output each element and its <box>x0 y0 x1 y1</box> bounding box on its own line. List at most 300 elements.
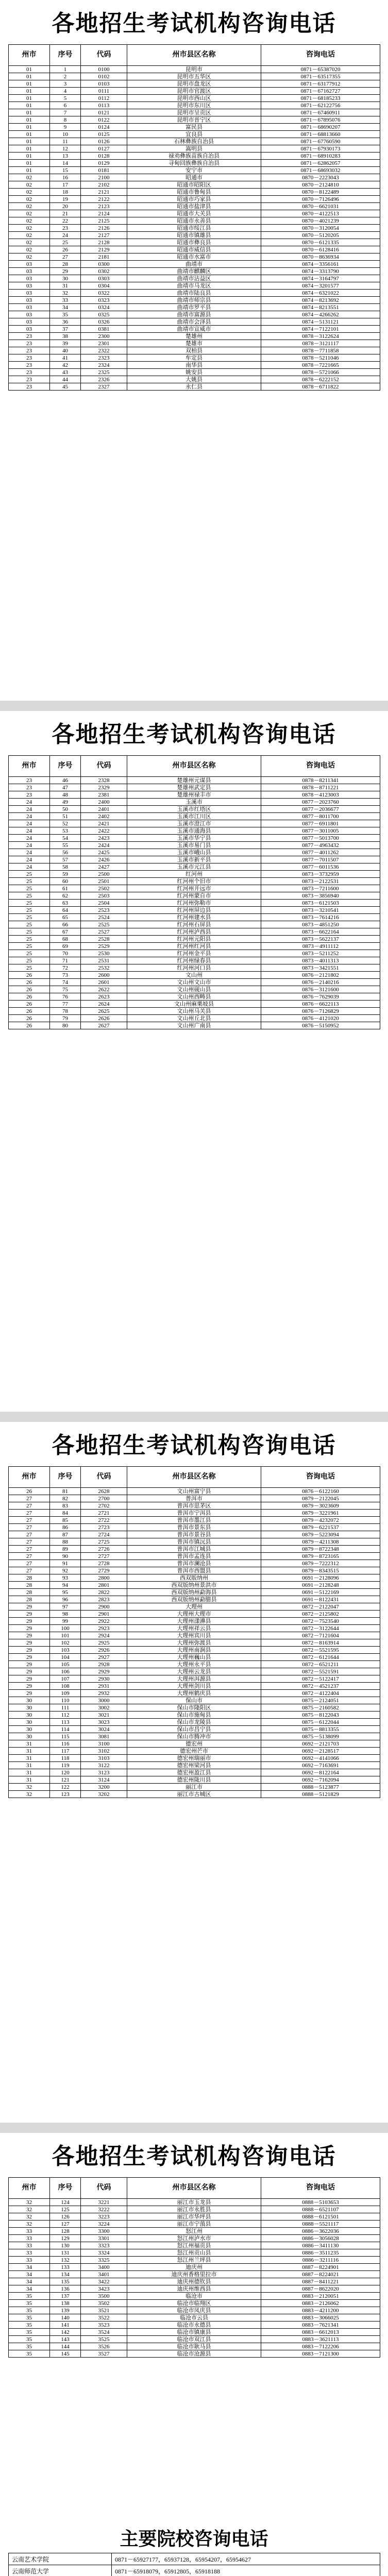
cell-name: 丽江市玉龙县 <box>127 2199 261 2206</box>
table-row <box>9 2235 380 2242</box>
cell-code: 2401 <box>81 806 127 813</box>
cell-name: 文山州 <box>127 972 261 979</box>
cell-index: 55 <box>50 842 81 849</box>
cell-index: 46 <box>50 777 81 784</box>
cell-name: 玉溪市华宁县 <box>127 835 261 842</box>
cell-name: 丽江市古城区 <box>127 1791 261 1798</box>
cell-city: 27 <box>9 1510 50 1517</box>
table-row <box>9 116 380 124</box>
cell-code: 0300 <box>81 261 127 268</box>
table-row <box>9 1574 380 1582</box>
table-row <box>9 950 380 957</box>
cell-city: 23 <box>9 791 50 799</box>
table-row <box>9 1762 380 1769</box>
cell-code: 2725 <box>81 1538 127 1546</box>
cell-code: 3301 <box>81 2235 127 2242</box>
header-city: 州市 <box>9 756 50 777</box>
cell-code: 2328 <box>81 777 127 784</box>
cell-city: 31 <box>9 1748 50 1755</box>
cell-name: 西双版纳州勐腊县 <box>127 1596 261 1603</box>
cell-phone: 0871－62122756 <box>261 102 380 109</box>
cell-phone: 0875－5138099 <box>261 1733 380 1740</box>
cell-phone: 0692－8122164 <box>261 1769 380 1776</box>
cell-code: 0122 <box>81 116 127 124</box>
cell-code: 0381 <box>81 326 127 333</box>
table-body <box>9 66 380 391</box>
cell-name: 昭通市巧家县 <box>127 196 261 203</box>
cell-city: 29 <box>9 1611 50 1618</box>
cell-index: 116 <box>50 1740 81 1748</box>
cell-phone: 0870－4021239 <box>261 217 380 225</box>
cell-name: 大理州宾川县 <box>127 1632 261 1639</box>
cell-code: 2502 <box>81 885 127 892</box>
cell-city: 03 <box>9 275 50 282</box>
cell-index: 62 <box>50 892 81 900</box>
cell-city: 29 <box>9 1661 50 1668</box>
header-index: 序号 <box>50 2178 81 2199</box>
cell-city: 26 <box>9 972 50 979</box>
schools-section-title: 主要院校咨询电话 <box>120 2529 268 2549</box>
table-row <box>9 1546 380 1553</box>
cell-name: 红河州泸西县 <box>127 928 261 936</box>
cell-phone: 0873－7211600 <box>261 885 380 892</box>
table-row <box>9 203 380 210</box>
cell-name: 临沧市双江县 <box>127 2336 261 2343</box>
cell-name: 怒江州福贡县 <box>127 2242 261 2249</box>
cell-city: 02 <box>9 253 50 261</box>
cell-code: 2530 <box>81 950 127 957</box>
cell-code: 2822 <box>81 1589 127 1596</box>
school-row <box>9 2553 380 2565</box>
table-row <box>9 2314 380 2321</box>
cell-index: 39 <box>50 340 81 347</box>
table-row <box>9 1517 380 1524</box>
cell-phone: 0877－6911801 <box>261 820 380 827</box>
cell-code: 2523 <box>81 907 127 914</box>
cell-city: 01 <box>9 66 50 73</box>
cell-phone: 0886－3411130 <box>261 2242 380 2249</box>
cell-index: 50 <box>50 806 81 813</box>
cell-index: 76 <box>50 993 81 1001</box>
cell-index: 133 <box>50 2264 81 2271</box>
header-phone: 咨询电话 <box>261 1467 380 1488</box>
cell-city: 32 <box>9 2221 50 2228</box>
cell-name: 昆明市晋宁区 <box>127 116 261 124</box>
cell-name: 普洱市宁洱县 <box>127 1510 261 1517</box>
cell-code: 2329 <box>81 784 127 791</box>
cell-city: 25 <box>9 928 50 936</box>
table-row <box>9 66 380 73</box>
cell-phone: 0873－3732959 <box>261 871 380 878</box>
cell-city: 25 <box>9 957 50 964</box>
cell-code: 2422 <box>81 827 127 835</box>
cell-city: 30 <box>9 1733 50 1740</box>
cell-index: 88 <box>50 1538 81 1546</box>
cell-index: 139 <box>50 2307 81 2314</box>
cell-phone: 0879－4232072 <box>261 1517 380 1524</box>
cell-code: 3521 <box>81 2307 127 2314</box>
cell-name: 昭通市鲁甸县 <box>127 189 261 196</box>
cell-code: 2500 <box>81 871 127 878</box>
cell-name: 牟定县 <box>127 354 261 362</box>
cell-name: 文山州砚山县 <box>127 986 261 993</box>
cell-city: 30 <box>9 1719 50 1726</box>
table-row <box>9 892 380 900</box>
cell-phone: 0883－2120051 <box>261 2293 380 2300</box>
page-1 <box>0 0 388 701</box>
cell-name: 南华县 <box>127 362 261 369</box>
cell-city: 03 <box>9 282 50 290</box>
cell-phone: 0876－2140216 <box>261 979 380 986</box>
cell-city: 29 <box>9 1639 50 1647</box>
header-name: 州市县区名称 <box>127 45 261 66</box>
cell-name: 昆明市东川区 <box>127 102 261 109</box>
table-row <box>9 376 380 383</box>
cell-name: 文山州广南县 <box>127 1022 261 1029</box>
cell-index: 85 <box>50 1517 81 1524</box>
cell-city: 31 <box>9 1769 50 1776</box>
cell-name: 玉溪市红塔区 <box>127 806 261 813</box>
table-row <box>9 1022 380 1029</box>
cell-phone: 0888－6121501 <box>261 2213 380 2221</box>
cell-code: 0324 <box>81 304 127 311</box>
cell-phone: 0871－63517355 <box>261 73 380 80</box>
cell-phone: 0874－8213692 <box>261 297 380 304</box>
table-header-row <box>9 1467 380 1488</box>
cell-city: 29 <box>9 1668 50 1675</box>
cell-code: 2323 <box>81 354 127 362</box>
cell-code: 2927 <box>81 1654 127 1661</box>
cell-city: 24 <box>9 842 50 849</box>
table-row <box>9 95 380 102</box>
cell-code: 2728 <box>81 1560 127 1567</box>
cell-code: 2531 <box>81 957 127 964</box>
cell-phone: 0879－3023609 <box>261 1502 380 1510</box>
cell-index: 6 <box>50 102 81 109</box>
cell-name: 红河州元阳县 <box>127 936 261 943</box>
cell-code: 2626 <box>81 1015 127 1022</box>
cell-city: 23 <box>9 369 50 376</box>
cell-name: 临沧市凤庆县 <box>127 2307 261 2314</box>
cell-phone: 0878－4123003 <box>261 791 380 799</box>
cell-code: 3124 <box>81 1776 127 1784</box>
cell-index: 145 <box>50 2350 81 2358</box>
cell-index: 105 <box>50 1661 81 1668</box>
cell-code: 2924 <box>81 1632 127 1639</box>
cell-index: 34 <box>50 304 81 311</box>
cell-phone: 0878－5721066 <box>261 369 380 376</box>
cell-code: 2425 <box>81 849 127 856</box>
cell-phone: 0875－2124051 <box>261 1697 380 1704</box>
cell-name: 德宏州 <box>127 1740 261 1748</box>
cell-code: 3422 <box>81 2278 127 2285</box>
cell-name: 昭通市盐津县 <box>127 203 261 210</box>
cell-index: 140 <box>50 2314 81 2321</box>
cell-phone: 0871－68690207 <box>261 124 380 131</box>
cell-code: 2721 <box>81 1510 127 1517</box>
cell-index: 81 <box>50 1488 81 1495</box>
cell-city: 32 <box>9 2199 50 2206</box>
table-row <box>9 2343 380 2350</box>
cell-index: 124 <box>50 2199 81 2206</box>
cell-code: 3103 <box>81 1755 127 1762</box>
cell-code: 0121 <box>81 109 127 116</box>
cell-phone: 0870－8122489 <box>261 189 380 196</box>
cell-city: 25 <box>9 892 50 900</box>
table-row <box>9 943 380 950</box>
cell-city: 33 <box>9 2235 50 2242</box>
cell-city: 02 <box>9 239 50 246</box>
cell-code: 2421 <box>81 820 127 827</box>
cell-city: 23 <box>9 333 50 340</box>
cell-name: 大理州云龙县 <box>127 1668 261 1675</box>
cell-index: 64 <box>50 907 81 914</box>
cell-city: 29 <box>9 1647 50 1654</box>
cell-code: 2600 <box>81 972 127 979</box>
cell-phone: 0871－68910283 <box>261 152 380 160</box>
cell-city: 01 <box>9 124 50 131</box>
table-row <box>9 2199 380 2206</box>
cell-city: 25 <box>9 943 50 950</box>
cell-index: 25 <box>50 239 81 246</box>
table-row <box>9 290 380 297</box>
cell-phone: 0879－3221961 <box>261 1510 380 1517</box>
cell-name: 昆明市 <box>127 66 261 73</box>
table-row <box>9 813 380 820</box>
cell-code: 2423 <box>81 835 127 842</box>
table-row <box>9 964 380 972</box>
cell-phone: 0876－7629039 <box>261 993 380 1001</box>
cell-index: 35 <box>50 311 81 318</box>
cell-city: 02 <box>9 232 50 239</box>
cell-city: 29 <box>9 1654 50 1661</box>
cell-name: 怒江州兰坪县 <box>127 2257 261 2264</box>
cell-index: 37 <box>50 326 81 333</box>
cell-name: 玉溪市元江县 <box>127 863 261 871</box>
cell-index: 102 <box>50 1639 81 1647</box>
table-row <box>9 347 380 354</box>
cell-code: 2929 <box>81 1668 127 1675</box>
header-city: 州市 <box>9 45 50 66</box>
cell-phone: 0870－3120054 <box>261 225 380 232</box>
cell-code: 2700 <box>81 1495 127 1502</box>
cell-index: 78 <box>50 1008 81 1015</box>
cell-index: 82 <box>50 1495 81 1502</box>
cell-phone: 0877－7011507 <box>261 856 380 863</box>
table-row <box>9 354 380 362</box>
table-row <box>9 239 380 246</box>
cell-code: 2128 <box>81 239 127 246</box>
cell-name: 大姚县 <box>127 376 261 383</box>
cell-name: 宜良县 <box>127 131 261 138</box>
table-row <box>9 225 380 232</box>
table-row <box>9 777 380 784</box>
table-row <box>9 152 380 160</box>
cell-name: 禄劝彝族苗族自治县 <box>127 152 261 160</box>
cell-phone: 0873－3856940 <box>261 892 380 900</box>
cell-code: 2300 <box>81 333 127 340</box>
cell-phone: 0886－3622036 <box>261 2228 380 2235</box>
cell-name: 大理州大理市 <box>127 1611 261 1618</box>
table-row <box>9 1733 380 1740</box>
cell-phone: 0874－7122101 <box>261 326 380 333</box>
cell-phone: 0691－2128096 <box>261 1574 380 1582</box>
cell-code: 3323 <box>81 2242 127 2249</box>
cell-phone: 0873－6121503 <box>261 900 380 907</box>
header-code: 代码 <box>81 756 127 777</box>
cell-city: 01 <box>9 116 50 124</box>
cell-name: 楚雄州元谋县 <box>127 777 261 784</box>
cell-phone: 0874－3201577 <box>261 282 380 290</box>
cell-city: 24 <box>9 827 50 835</box>
cell-city: 01 <box>9 73 50 80</box>
cell-phone: 0871－62862057 <box>261 160 380 167</box>
cell-index: 15 <box>50 167 81 174</box>
table-row <box>9 2228 380 2235</box>
cell-city: 24 <box>9 863 50 871</box>
cell-index: 59 <box>50 871 81 878</box>
cell-name: 德宏州陇川县 <box>127 1776 261 1784</box>
table-row <box>9 806 380 813</box>
header-index: 序号 <box>50 45 81 66</box>
table-row <box>9 2213 380 2221</box>
cell-index: 106 <box>50 1668 81 1675</box>
cell-index: 27 <box>50 253 81 261</box>
cell-name: 大理州洱源县 <box>127 1675 261 1683</box>
table-row <box>9 2300 380 2307</box>
cell-code: 2932 <box>81 1690 127 1697</box>
cell-name: 永仁县 <box>127 383 261 391</box>
cell-code: 2930 <box>81 1675 127 1683</box>
cell-code: 0102 <box>81 73 127 80</box>
table-row <box>9 856 380 863</box>
cell-code: 2402 <box>81 813 127 820</box>
table-row <box>9 2271 380 2278</box>
cell-code: 2501 <box>81 878 127 885</box>
cell-index: 98 <box>50 1611 81 1618</box>
cell-code: 2381 <box>81 791 127 799</box>
cell-city: 23 <box>9 784 50 791</box>
cell-name: 曲靖市 <box>127 261 261 268</box>
cell-name: 姚安县 <box>127 369 261 376</box>
cell-city: 26 <box>9 1488 50 1495</box>
cell-city: 23 <box>9 362 50 369</box>
cell-index: 130 <box>50 2242 81 2249</box>
page-separator <box>0 701 388 711</box>
table-row <box>9 827 380 835</box>
cell-phone: 0873－3421551 <box>261 964 380 972</box>
cell-index: 32 <box>50 290 81 297</box>
cell-name: 昭通市昭阳区 <box>127 181 261 189</box>
cell-phone: 0883－3621113 <box>261 2336 380 2343</box>
table-row <box>9 1582 380 1589</box>
cell-city: 31 <box>9 1755 50 1762</box>
header-code: 代码 <box>81 2178 127 2199</box>
table-row <box>9 986 380 993</box>
table-row <box>9 849 380 856</box>
header-city: 州市 <box>9 1467 50 1488</box>
cell-city: 27 <box>9 1538 50 1546</box>
cell-code: 2426 <box>81 856 127 863</box>
cell-code: 2601 <box>81 979 127 986</box>
cell-city: 34 <box>9 2285 50 2293</box>
cell-name: 怒江州泸水市 <box>127 2235 261 2242</box>
cell-phone: 0888－6521107 <box>261 2206 380 2213</box>
cell-index: 14 <box>50 160 81 167</box>
cell-name: 曲靖市马龙区 <box>127 282 261 290</box>
cell-code: 3500 <box>81 2293 127 2300</box>
cell-code: 3200 <box>81 1784 127 1791</box>
cell-code: 2823 <box>81 1596 127 1603</box>
table-row <box>9 885 380 892</box>
cell-code: 2729 <box>81 1567 127 1574</box>
cell-index: 128 <box>50 2228 81 2235</box>
cell-city: 01 <box>9 160 50 167</box>
cell-phone: 0883－6612013 <box>261 2329 380 2336</box>
cell-index: 68 <box>50 936 81 943</box>
cell-phone: 0883－7621341 <box>261 2321 380 2329</box>
cell-phone: 0870－7126496 <box>261 196 380 203</box>
header-name: 州市县区名称 <box>127 2178 261 2199</box>
table-body <box>9 1488 380 1798</box>
cell-phone: 0870－2124810 <box>261 181 380 189</box>
cell-phone: 0872－5521595 <box>261 1647 380 1654</box>
table-row <box>9 275 380 282</box>
cell-code: 0111 <box>81 88 127 95</box>
cell-code: 3526 <box>81 2343 127 2350</box>
table-row <box>9 1791 380 1798</box>
cell-city: 23 <box>9 777 50 784</box>
cell-index: 111 <box>50 1704 81 1711</box>
cell-code: 2181 <box>81 253 127 261</box>
cell-index: 70 <box>50 950 81 957</box>
cell-phone: 0874－6321022 <box>261 290 380 297</box>
cell-name: 红河州屏边县 <box>127 907 261 914</box>
cell-phone: 0875－6122044 <box>261 1719 380 1726</box>
cell-name: 保山市 <box>127 1697 261 1704</box>
school-phone: 0871－65927177，65937128，65954207，65954627 <box>112 2553 380 2565</box>
table-row <box>9 2285 380 2293</box>
cell-index: 123 <box>50 1791 81 1798</box>
cell-code: 3102 <box>81 1748 127 1755</box>
cell-index: 100 <box>50 1625 81 1632</box>
cell-code: 3202 <box>81 1791 127 1798</box>
cell-name: 德宏州瑞丽市 <box>127 1755 261 1762</box>
cell-phone: 0692－7163691 <box>261 1762 380 1769</box>
cell-phone: 0873－3210541 <box>261 907 380 914</box>
cell-name: 临沧市云县 <box>127 2314 261 2321</box>
cell-code: 0303 <box>81 275 127 282</box>
cell-code: 3002 <box>81 1704 127 1711</box>
cell-phone: 0691－2128248 <box>261 1582 380 1589</box>
cell-name: 普洱市 <box>127 1495 261 1502</box>
cell-name: 昆明市官渡区 <box>127 88 261 95</box>
cell-phone: 0879－8343515 <box>261 1567 380 1574</box>
cell-city: 30 <box>9 1697 50 1704</box>
table-row <box>9 1769 380 1776</box>
cell-name: 红河州金平县 <box>127 950 261 957</box>
cell-code: 0322 <box>81 290 127 297</box>
cell-name: 玉溪市 <box>127 799 261 806</box>
cell-index: 5 <box>50 95 81 102</box>
cell-code: 2527 <box>81 928 127 936</box>
table-row <box>9 1488 380 1495</box>
cell-phone: 0878－3121117 <box>261 340 380 347</box>
cell-phone: 0876－6622113 <box>261 1001 380 1008</box>
cell-index: 13 <box>50 152 81 160</box>
cell-phone: 0872－5122417 <box>261 1675 380 1683</box>
cell-phone: 0883－7122206 <box>261 2343 380 2350</box>
